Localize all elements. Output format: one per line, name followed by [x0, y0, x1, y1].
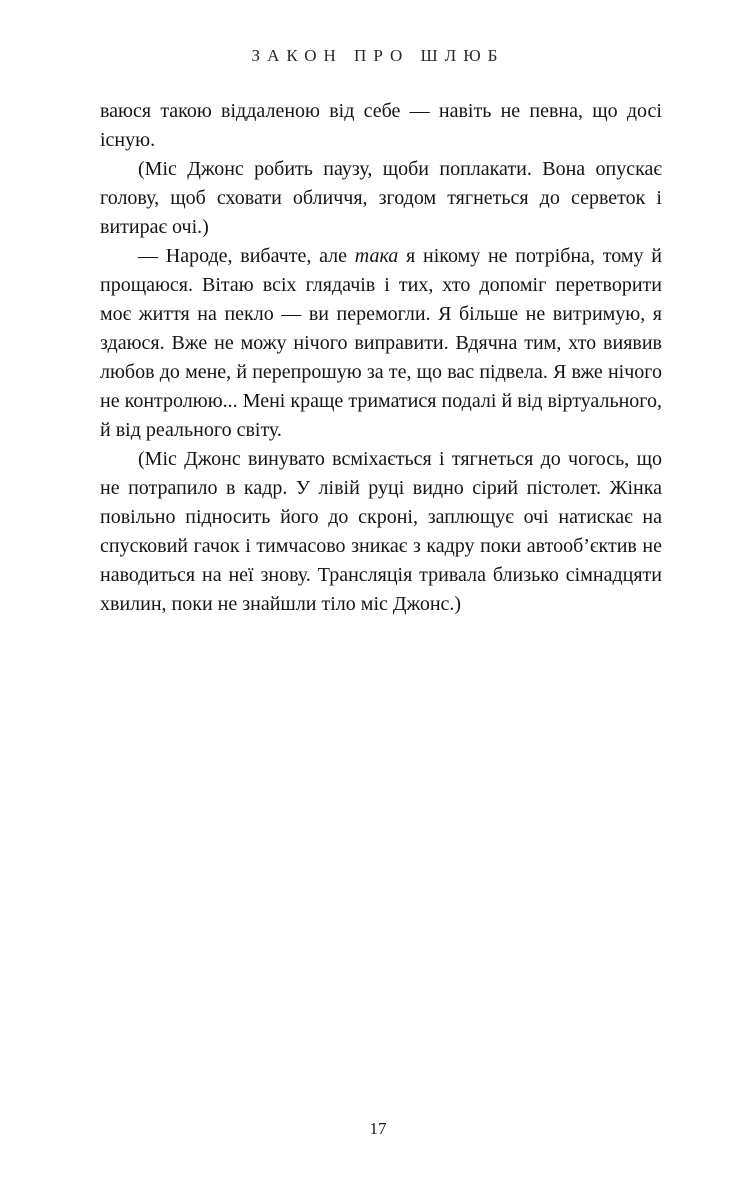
dialogue-segment-post: я нікому не потрібна, тому й прощаюся. Вітаю всіх глядачів і тих, хто допоміг перетворити моє життя на пекло — ви перемогли. Я більше не витримую, я здаюся. Вже не можу нічого виправити. Вдячна тим, хто виявив любов до мене, й перепрошую за те, що вас підвела. Я вже нічого не контролюю... Мені краще триматися подалі й від віртуального, й від реального світу. [100, 245, 662, 441]
body-text-block [100, 97, 662, 619]
page-number: 17 [369, 1119, 387, 1138]
paragraph-continuation: ваюся такою віддаленою від себе — навіть не певна, що досі існую. [100, 100, 662, 151]
paragraph-stage-direction-1: (Міс Джонс робить паузу, щоби поплакати. Вона опускає голову, щоб сховати обличчя, згодом тягнеться до серветок і витирає очі.) [100, 158, 662, 238]
dialogue-emphasis-word: така [354, 245, 399, 267]
paragraph-stage-direction-2: (Міс Джонс винувато всміхається і тягнеться до чогось, що не потрапило в кадр. У лівій руці видно сірий пістолет. Жінка повільно підносить його до скроні, заплющує очі натискає на спусковий гачок і тимчасово зникає з кадру поки автооб’єктив не наводиться на неї знову. Трансляція тривала близько сімнадцяти хвилин, поки не знайшли тіло міс Джонс.) [100, 448, 662, 615]
chapter-running-head: ЗАКОН ПРО ШЛЮБ [251, 46, 505, 65]
dialogue-segment-pre: — Народе, вибачте, але [138, 245, 355, 267]
paragraph-dialogue [100, 242, 662, 445]
